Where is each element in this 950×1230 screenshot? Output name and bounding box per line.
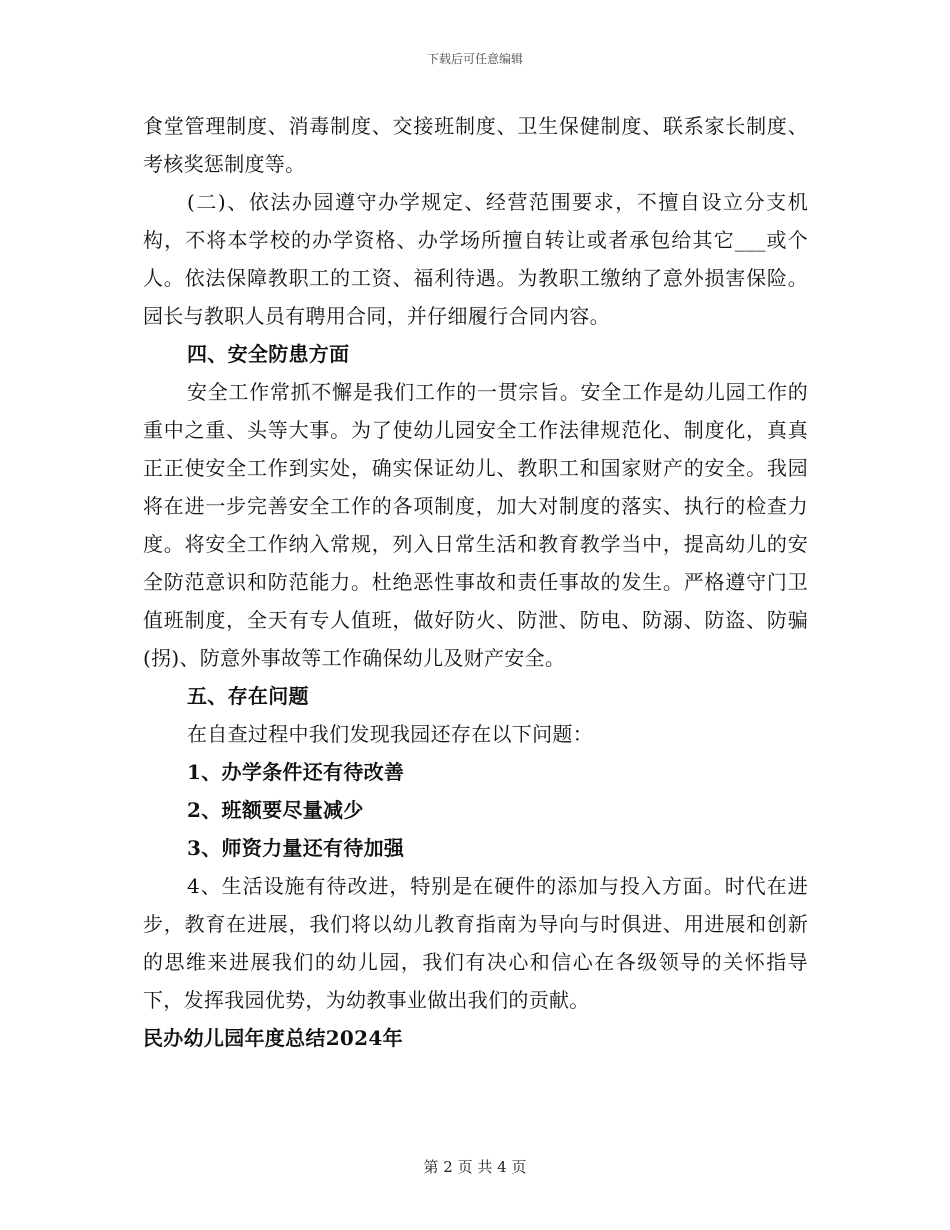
- paragraph-continuation: 食堂管理制度、消毒制度、交接班制度、卫生保健制度、联系家长制度、考核奖惩制度等。: [143, 114, 808, 176]
- document-body: [143, 107, 808, 1057]
- page-header: 下载后可任意编辑: [426, 52, 523, 66]
- section-heading-problems: 五、存在问题: [187, 684, 309, 708]
- problem-item-3: 3、师资力量还有待加强: [187, 836, 405, 860]
- page-footer: 第 2 页 共 4 页: [423, 1158, 527, 1176]
- paragraph-problems-intro: 在自查过程中我们发现我园还存在以下问题：: [187, 722, 593, 746]
- paragraph-safety: 安全工作常抓不懈是我们工作的一贯宗旨。安全工作是幼儿园工作的重中之重、头等大事。为了使幼儿园安全工作法律规范化、制度化，真真正正使安全工作到实处，确实保证幼儿、教职工和国家财产的安全。我园将在进一步完善安全工作的各项制度，加大对制度的落实、执行的检查力度。将安全工作纳入常规，列入日常生活和教育教学当中，提高幼儿的安全防范意识和防范能力。杜绝恶性事故和责任事故的发生。严格遵守门卫值班制度，全天有专人值班，做好防火、防泄、防电、防溺、防盗、防骗(拐)、防意外事故等工作确保幼儿及财产安全。: [143, 380, 808, 670]
- problem-item-1: 1、办学条件还有待改善: [187, 760, 405, 784]
- problem-item-4-paragraph: 4、生活设施有待改进，特别是在硬件的添加与投入方面。时代在进步，教育在进展，我们将以幼儿教育指南为导向与时俱进、用进展和创新的思维来进展我们的幼儿园，我们有决心和信心在各级领导的关怀指导下，发挥我园优势，为幼教事业做出我们的贡献。: [143, 874, 808, 1012]
- document-title: 民办幼儿园年度总结2024年: [143, 1026, 403, 1050]
- paragraph-legal-operation: (二)、依法办园遵守办学规定、经营范围要求，不擅自设立分支机构，不将本学校的办学资格、办学场所擅自转让或者承包给其它___或个人。依法保障教职工的工资、福利待遇。为教职工缴纳了意外损害保险。园长与教职人员有聘用合同，并仔细履行合同内容。: [143, 190, 808, 328]
- section-heading-safety: 四、安全防患方面: [187, 342, 350, 366]
- problem-item-2: 2、班额要尽量减少: [187, 798, 364, 822]
